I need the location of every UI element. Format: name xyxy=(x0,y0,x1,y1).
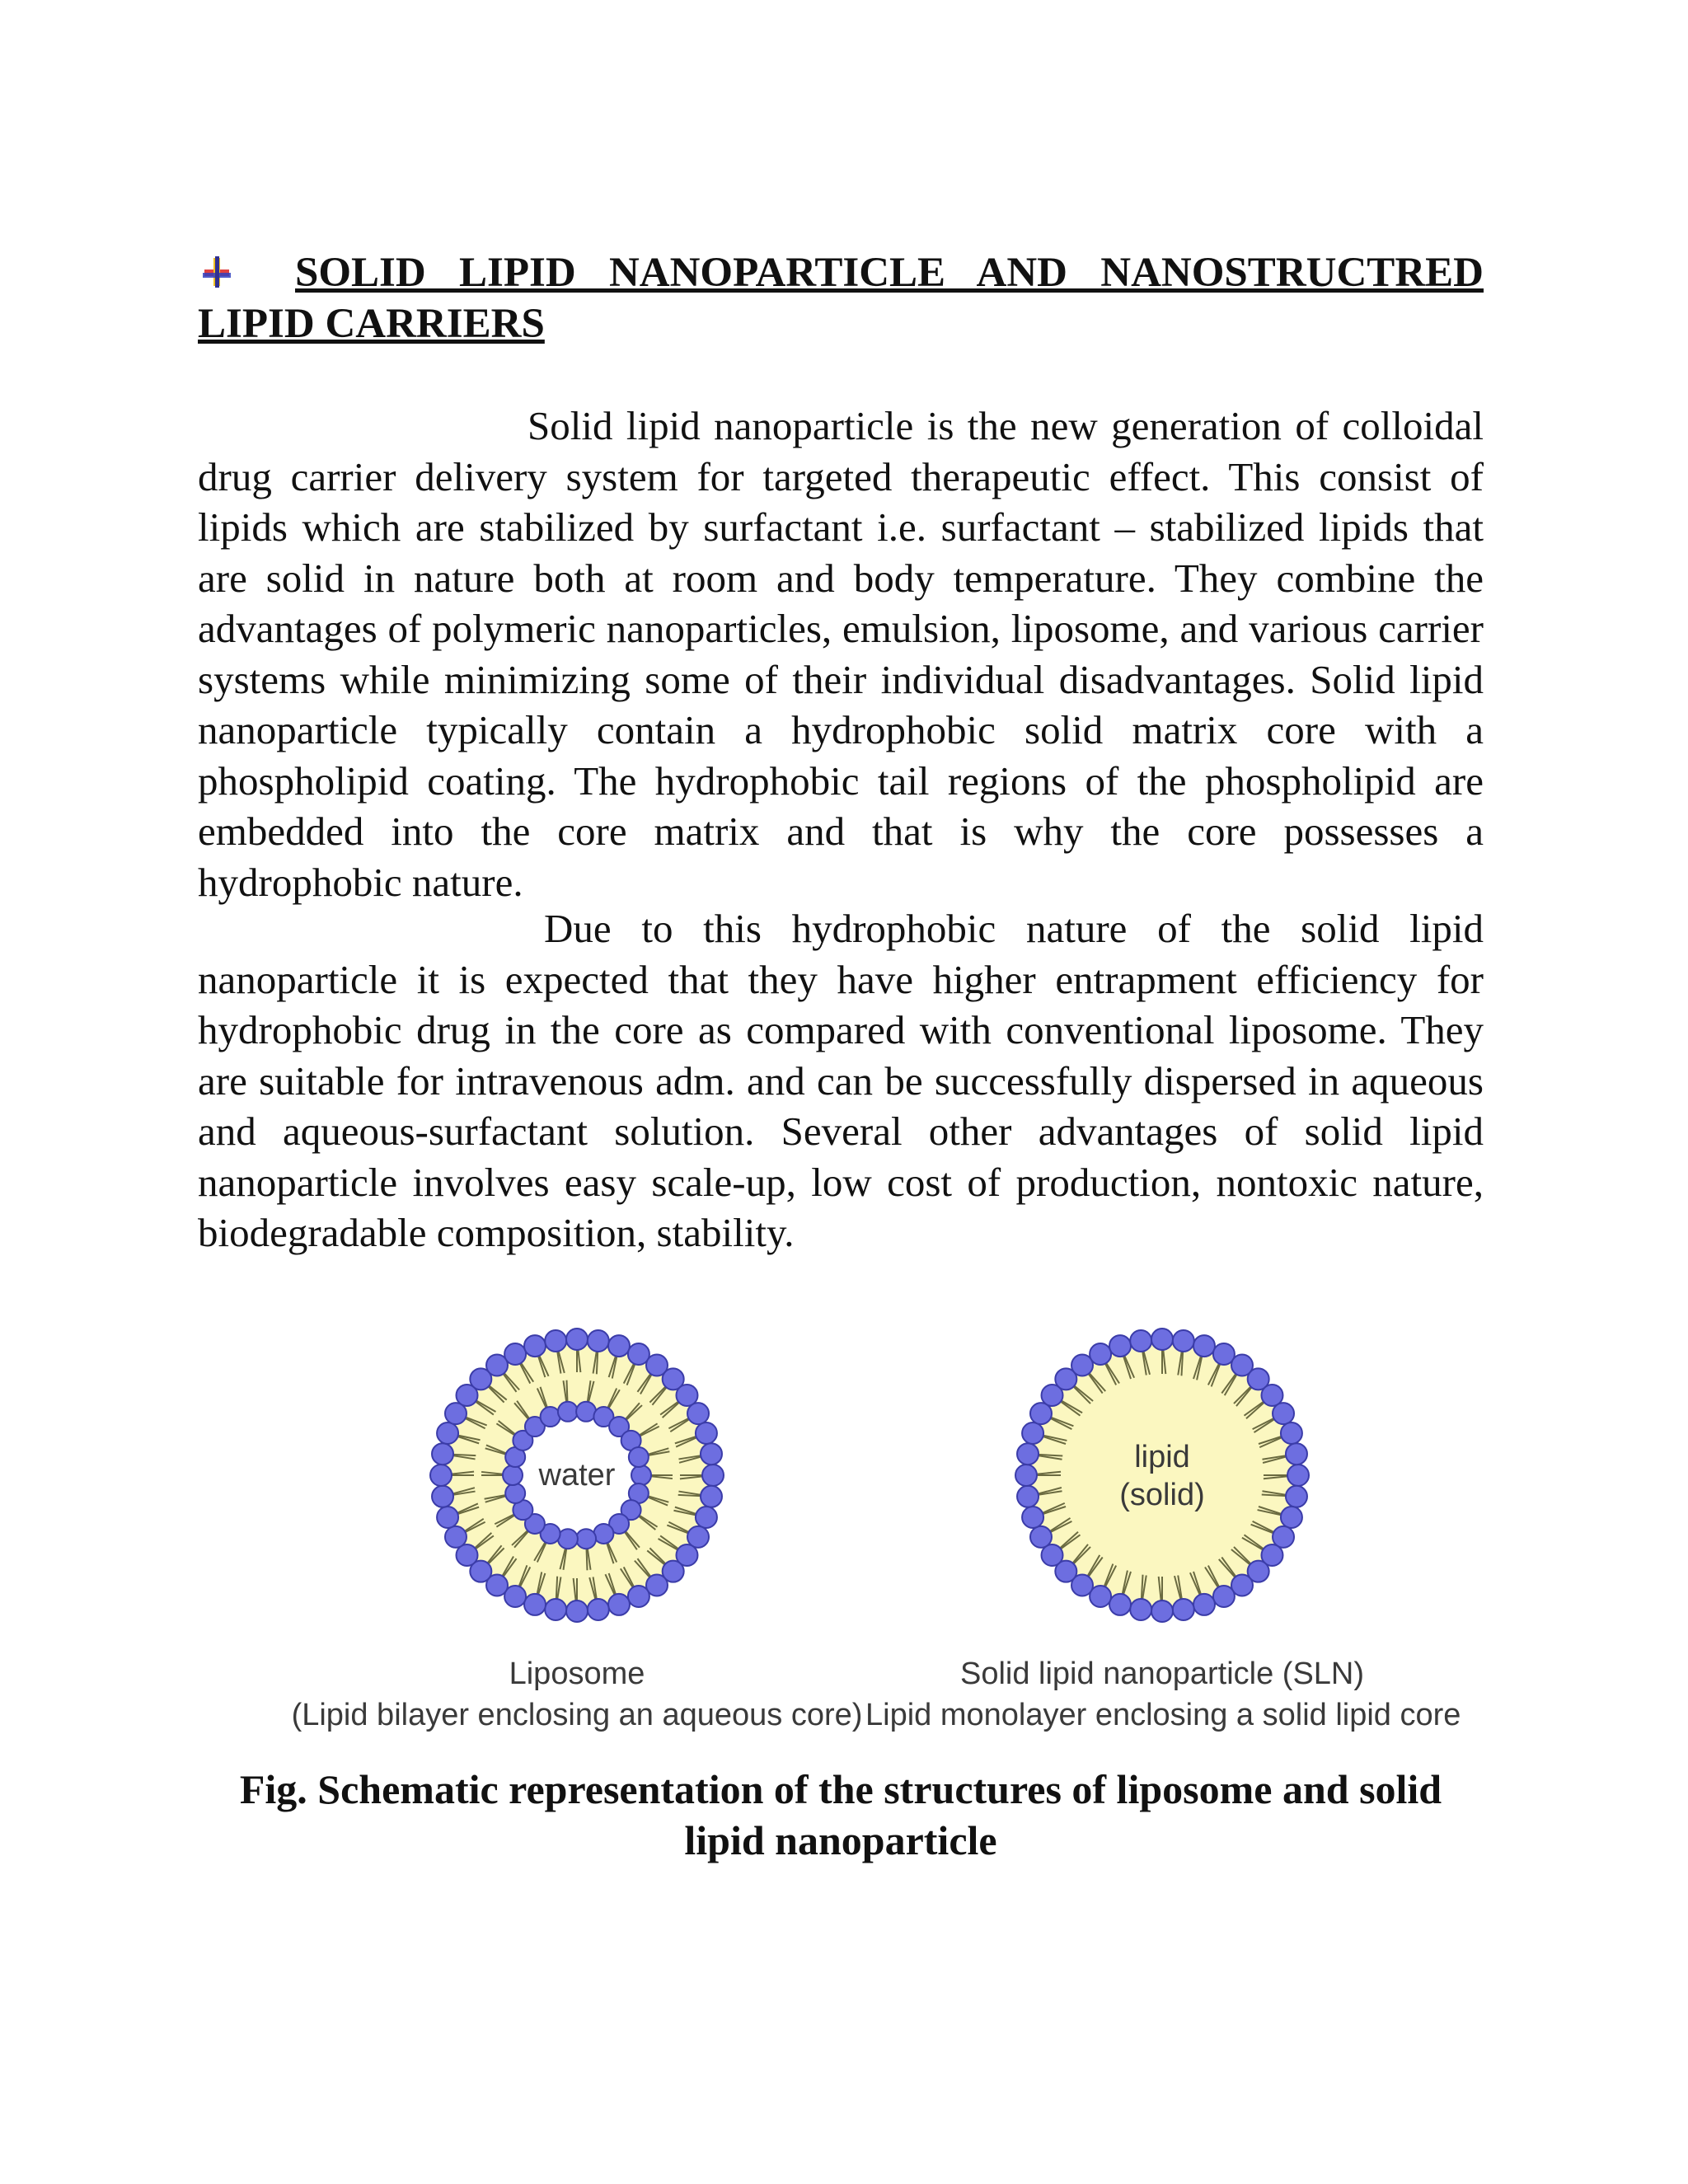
cross-bullet-icon xyxy=(198,253,236,291)
sln-title: Solid lipid nanoparticle (SLN) xyxy=(959,1657,1365,1691)
outer-lipid-head xyxy=(628,1586,649,1607)
monolayer-lipid-head xyxy=(1281,1422,1302,1444)
inner-lipid-head xyxy=(631,1465,651,1485)
outer-lipid-head xyxy=(437,1507,458,1528)
outer-lipid-head xyxy=(445,1526,467,1548)
monolayer-lipid-head xyxy=(1273,1403,1294,1424)
sln-diagram xyxy=(1015,1329,1309,1622)
monolayer-lipid-head xyxy=(1130,1599,1151,1620)
monolayer-lipid-head xyxy=(1130,1330,1151,1352)
outer-lipid-head xyxy=(702,1465,724,1486)
inner-lipid-head xyxy=(558,1529,578,1549)
outer-lipid-head xyxy=(545,1599,566,1620)
outer-lipid-head xyxy=(432,1443,453,1465)
outer-lipid-head xyxy=(696,1422,717,1444)
inner-lipid-head xyxy=(541,1407,560,1427)
monolayer-lipid-head xyxy=(1090,1343,1111,1365)
outer-lipid-head xyxy=(545,1330,566,1352)
outer-lipid-head xyxy=(588,1599,609,1620)
sln-core-label-line1: lipid xyxy=(1134,1440,1190,1474)
inner-lipid-head xyxy=(505,1483,525,1503)
monolayer-lipid-head xyxy=(1213,1586,1235,1607)
outer-lipid-head xyxy=(701,1486,722,1507)
sln-subtitle: Lipid monolayer enclosing a solid lipid core xyxy=(865,1698,1461,1732)
inner-lipid-head xyxy=(503,1465,523,1485)
monolayer-lipid-head xyxy=(1109,1594,1131,1615)
inner-lipid-head xyxy=(576,1529,596,1549)
monolayer-lipid-head xyxy=(1193,1594,1215,1615)
heading-text: SOLID LIPID NANOPARTICLE AND NANOSTRUCTRED LIPID CARRIERS xyxy=(198,250,1484,347)
section-heading xyxy=(198,247,1484,349)
outer-lipid-head xyxy=(608,1594,630,1615)
liposome-core-label: water xyxy=(538,1458,616,1493)
liposome-title: Liposome xyxy=(509,1657,645,1691)
outer-lipid-head xyxy=(588,1330,609,1352)
monolayer-lipid-head xyxy=(1022,1422,1043,1444)
outer-lipid-head xyxy=(524,1335,546,1357)
outer-lipid-head xyxy=(566,1601,588,1622)
inner-lipid-head xyxy=(629,1447,649,1467)
monolayer-lipid-head xyxy=(1017,1486,1039,1507)
monolayer-lipid-head xyxy=(1151,1601,1173,1622)
outer-lipid-head xyxy=(566,1329,588,1350)
inner-lipid-head xyxy=(593,1524,613,1544)
monolayer-lipid-head xyxy=(1173,1330,1194,1352)
paragraph-2: Due to this hydrophobic nature of the solid lipid nanoparticle it is expected that they have higher entrapment efficiency for hydrophobic drug in the core as compared with conventional liposome. They are suitable for intravenous adm. and can be successfully dispersed in aqueous and aqueous-surfactant solution. Several other advantages of solid lipid nanoparticle involves easy scale-up, low cost of production, nontoxic nature, biodegradable composition, stability. xyxy=(198,906,1484,1255)
monolayer-lipid-head xyxy=(1286,1443,1307,1465)
sln-core-label-line2: (solid) xyxy=(1119,1478,1205,1512)
outer-lipid-head xyxy=(687,1403,709,1424)
outer-lipid-head xyxy=(430,1465,452,1486)
monolayer-lipid-head xyxy=(1022,1507,1043,1528)
monolayer-lipid-head xyxy=(1286,1486,1307,1507)
monolayer-lipid-head xyxy=(1287,1465,1309,1486)
outer-lipid-head xyxy=(608,1335,630,1357)
monolayer-lipid-head xyxy=(1015,1465,1037,1486)
liposome-sln-figure xyxy=(280,1310,1500,1764)
inner-lipid-head xyxy=(558,1402,578,1422)
figure-diagram xyxy=(280,1310,1500,1657)
figure-caption: Fig. Schematic representation of the structures of liposome and solid lipid nanoparticle xyxy=(239,1766,1442,1863)
inner-lipid-head xyxy=(576,1402,596,1422)
monolayer-lipid-head xyxy=(1173,1599,1194,1620)
outer-lipid-head xyxy=(504,1343,526,1365)
outer-lipid-head xyxy=(701,1443,722,1465)
liposome-subtitle: (Lipid bilayer enclosing an aqueous core) xyxy=(291,1698,863,1732)
outer-lipid-head xyxy=(437,1422,458,1444)
monolayer-lipid-head xyxy=(1109,1335,1131,1357)
monolayer-lipid-head xyxy=(1017,1443,1039,1465)
outer-lipid-head xyxy=(524,1594,546,1615)
paragraph-1: Solid lipid nanoparticle is the new generation of colloidal drug carrier delivery system for targeted therapeutic effect. This consist of lipids which are stabilized by surfactant i.e. surfactant – stabilized lipids that are solid in nature both at room and body temperature. They combine the advantages of polymeric nanoparticles, emulsion, liposome, and various carrier systems while minimizing some of their individual disadvantages. Solid lipid nanoparticle typically contain a hydrophobic solid matrix core with a phospholipid coating. The hydrophobic tail regions of the phospholipid are embedded into the core matrix and that is why the core possesses a hydrophobic nature. xyxy=(198,403,1484,905)
monolayer-lipid-head xyxy=(1030,1526,1052,1548)
monolayer-lipid-head xyxy=(1151,1329,1173,1350)
monolayer-lipid-head xyxy=(1281,1507,1302,1528)
outer-lipid-head xyxy=(432,1486,453,1507)
outer-lipid-head xyxy=(696,1507,717,1528)
monolayer-lipid-head xyxy=(1193,1335,1215,1357)
